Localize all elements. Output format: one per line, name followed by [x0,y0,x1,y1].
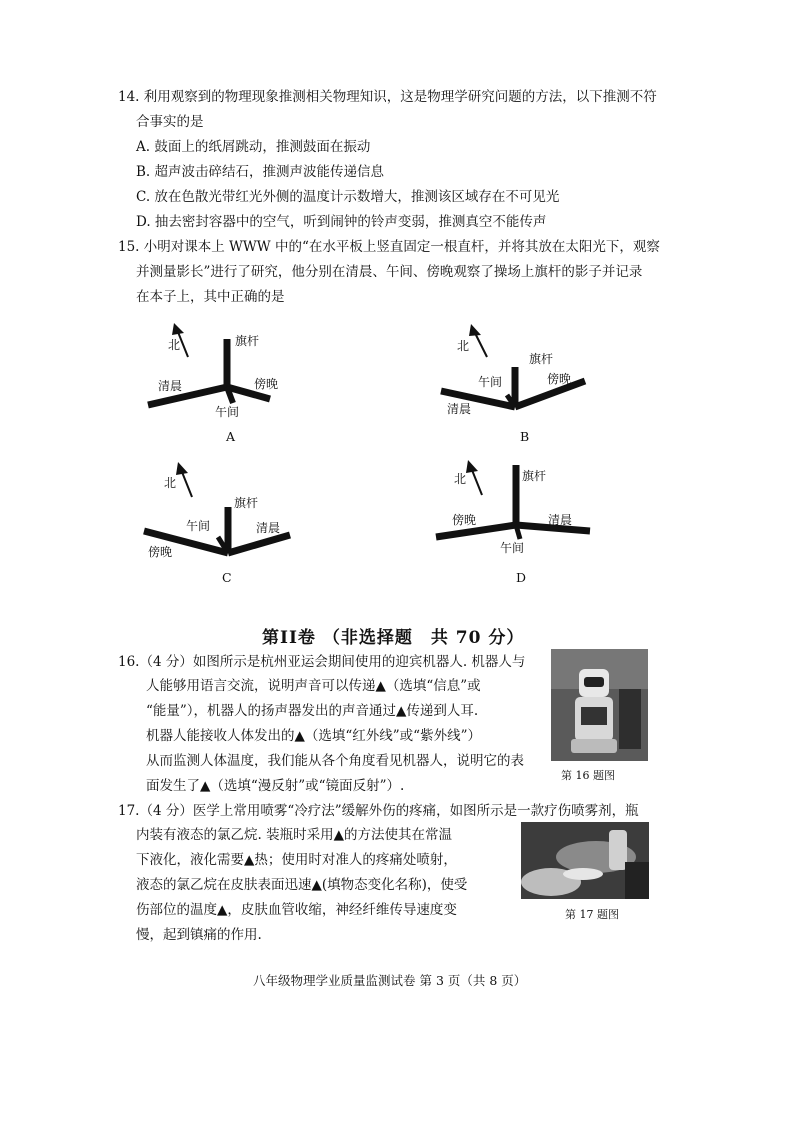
q15-stem-line1: 15. 小明对课本上 WWW 中的“在水平板上竖直固定一根直杆，并将其放在太阳光下，观察 [118,239,660,255]
pole-label: 旗杆 [529,352,554,366]
q16-line4: 机器人能接收人体发出的▲（选填“红外线”或“紫外线”） [146,728,481,744]
morning-label: 清晨 [158,379,183,393]
q16-line5: 从而监测人体温度，我们能从各个角度看见机器人，说明它的表 [146,753,524,769]
north-arrow-head [466,460,478,473]
diagram-a [140,315,290,430]
evening-label: 傍晚 [452,513,477,527]
noon-label: 午间 [186,519,211,533]
q14-option-a: A. 鼓面上的纸屑跳动，推测鼓面在振动 [136,139,371,155]
q14-stem-line2: 合事实的是 [136,114,204,130]
q14-stem-line1: 14. 利用观察到的物理现象推测相关物理知识，这是物理学研究问题的方法，以下推测不符 [118,89,657,105]
morning-label: 清晨 [256,521,281,535]
q16-caption: 第 16 题图 [561,769,615,782]
q14-option-b: B. 超声波击碎结石，推测声波能传递信息 [136,164,385,180]
q17-line6: 慢，起到镇痛的作用. [136,927,262,943]
page-footer: 八年级物理学业质量监测试卷 第 3 页（共 8 页） [253,973,527,988]
option-a-label: A [226,429,236,444]
q15-stem-line2: 并测量影长”进行了研究，他分别在清晨、午间、傍晚观察了操场上旗杆的影子并记录 [136,264,643,280]
pole-label: 旗杆 [234,496,259,510]
q17-spray-photo [521,822,649,899]
diagram-c [140,455,300,570]
noon-label: 午间 [500,541,525,555]
q14-option-c: C. 放在色散光带红光外侧的温度计示数增大，推测该区域存在不可见光 [136,189,560,205]
evening-label: 傍晚 [547,372,572,386]
north-label: 北 [454,472,467,486]
option-d-label: D [516,570,527,585]
q17-caption: 第 17 题图 [565,908,619,921]
q17-line3: 下液化，液化需要▲热；使用时对准人的疼痛处喷射， [136,852,457,868]
option-b-label: B [520,429,530,444]
morning-label: 清晨 [447,402,472,416]
north-label: 北 [168,338,181,352]
q16-line2: 人能够用语言交流，说明声音可以传递▲（选填“信息”或 [146,678,481,694]
q17-line5: 伤部位的温度▲，皮肤血管收缩，神经纤维传导速度变 [136,902,457,918]
q16-line3: “能量”），机器人的扬声器发出的声音通过▲传递到人耳. [146,703,479,719]
option-c-label: C [222,570,232,585]
north-arrow-head [176,462,188,475]
shadow-morning [228,535,290,553]
north-label: 北 [457,339,470,353]
q16-line1: 16.（4 分）如图所示是杭州亚运会期间使用的迎宾机器人. 机器人与 [118,654,526,670]
q16-line6: 面发生了▲（选填“漫反射”或“镜面反射”）. [146,778,405,794]
diagram-d [430,455,600,570]
q17-line2: 内装有液态的氯乙烷. 装瓶时采用▲的方法使其在常温 [136,827,452,843]
q17-line1: 17.（4 分）医学上常用喷雾“冷疗法”缓解外伤的疼痛，如图所示是一款疗伤喷雾剂，瓶 [118,803,639,819]
north-arrow-head [172,323,184,335]
q17-line4: 液态的氯乙烷在皮肤表面迅速▲(填物态变化名称)，使受 [136,877,468,893]
q14-option-d: D. 抽去密封容器中的空气，听到闹钟的铃声变弱，推测真空不能传声 [136,214,547,230]
q15-stem-line3: 在本子上，其中正确的是 [136,289,285,305]
evening-label: 傍晚 [148,545,173,559]
pole-label: 旗杆 [522,469,547,483]
evening-label: 傍晚 [254,377,279,391]
diagram-b [435,315,595,430]
noon-label: 午间 [478,375,503,389]
north-label: 北 [164,476,177,490]
pole-label: 旗杆 [235,334,260,348]
noon-label: 午间 [215,405,240,419]
q16-robot-photo [551,649,648,761]
morning-label: 清晨 [548,513,573,527]
section-ii-title: 第II卷 （非选择题 共 70 分） [262,628,525,648]
north-arrow-head [469,324,481,336]
